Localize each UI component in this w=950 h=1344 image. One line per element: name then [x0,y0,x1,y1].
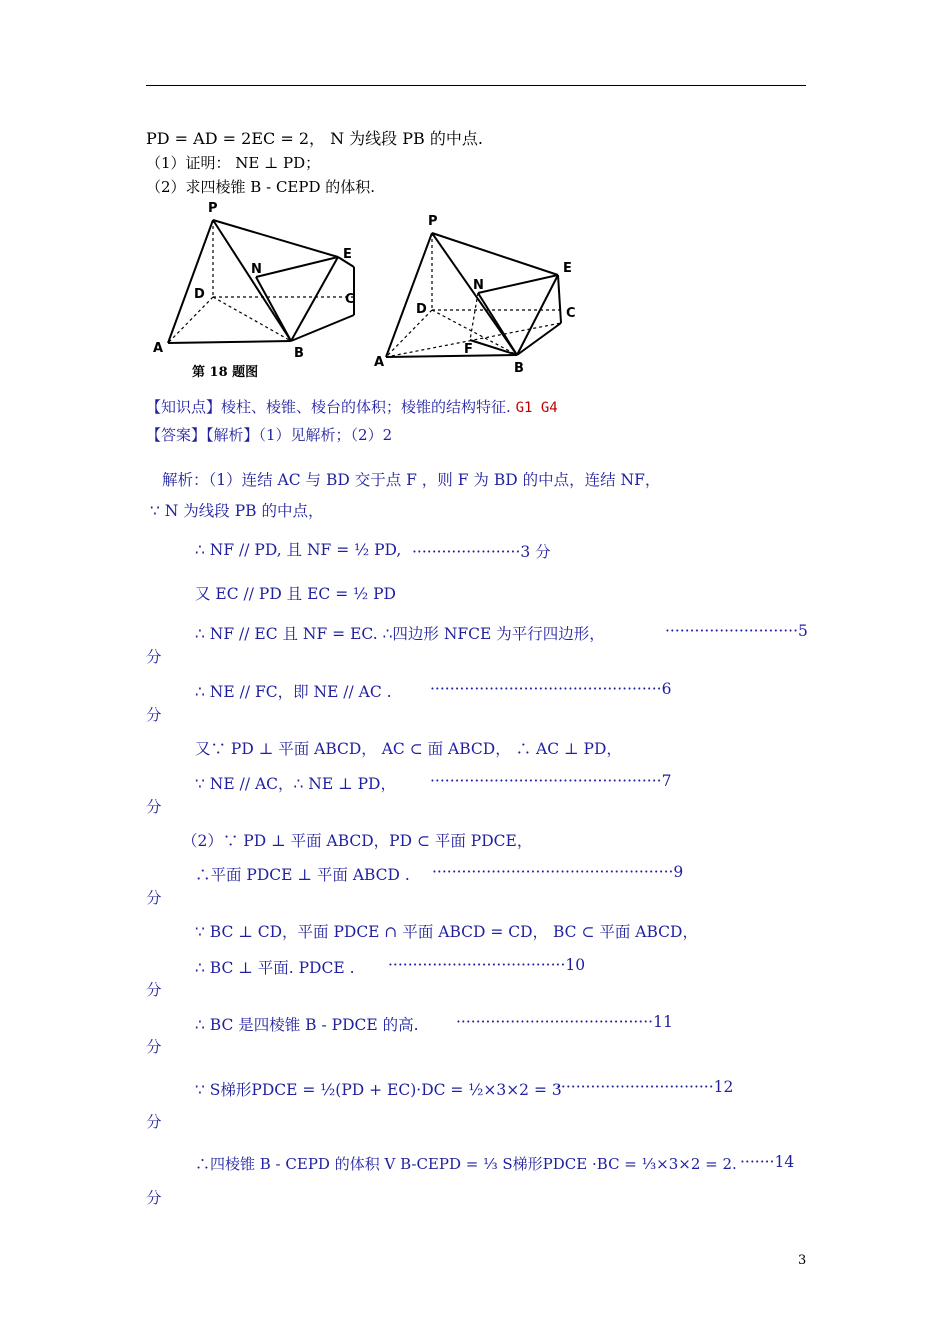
solution-line-14: ∵ S梯形PDCE = ½(PD + EC)·DC = ½×3×2 = 3 [195,1081,562,1099]
score-9: ·················································9 [432,863,684,881]
solution-line-13: ∴ BC 是四棱锥 B - PDCE 的高. [195,1016,419,1034]
label-e: E [563,261,572,276]
label-c: C [345,292,355,307]
solution-line-11: ∵ BC ⊥ CD，平面 PDCE ∩ 平面 ABCD = CD， BC ⊂ 平面 ABCD， [195,923,698,941]
solution-line-3: ∴ NF // PD, 且 NF = ½ PD, [195,541,402,559]
label-d: D [416,302,427,317]
label-e: E [343,247,352,262]
score-7: ···············································7 [430,772,672,790]
knowledge-text: 【知识点】棱柱、棱锥、棱台的体积；棱锥的结构特征. [146,398,511,416]
solution-line-4: 又 EC // PD 且 EC = ½ PD [195,585,396,603]
problem-line-2: （1）证明： NE ⊥ PD； [146,154,321,172]
fen-14: 分 [146,1189,162,1207]
solution-line-7: 又∵ PD ⊥ 平面 ABCD， AC ⊂ 面 ABCD， ∴ AC ⊥ PD， [195,740,622,758]
score-5: ···························5 [665,622,808,640]
solution-line-9: （2）∵ PD ⊥ 平面 ABCD，PD ⊂ 平面 PDCE， [182,832,533,850]
label-n: N [251,262,262,277]
solution-line-12: ∴ BC ⊥ 平面. PDCE . [195,959,355,977]
solution-line-1: 解析：（1）连结 AC 与 BD 交于点 F ，则 F 为 BD 的中点，连结 NF， [162,471,661,489]
problem-line-3: （2）求四棱锥 B - CEPD 的体积. [146,178,376,196]
fen-11: 分 [146,1038,162,1056]
figure-left [148,195,373,389]
score-3: ······················3 分 [412,543,551,561]
knowledge-codes: G1 G4 [515,400,558,416]
label-b: B [514,361,524,376]
header-rule [146,85,806,86]
fen-10: 分 [146,981,162,999]
score-11: ········································11 [456,1013,673,1031]
fen-5: 分 [146,648,162,666]
answer-line: 【答案】【解析】（1）见解析；（2）2 [146,426,393,444]
page-number: 3 [798,1253,807,1268]
fen-12: 分 [146,1113,162,1131]
score-12: ································12 [556,1078,734,1096]
label-n: N [473,278,484,293]
solution-line-2: ∵ N 为线段 PB 的中点， [150,502,324,520]
label-f: F [464,342,473,357]
score-10: ····································10 [388,956,586,974]
label-p: P [208,201,218,216]
solution-line-8: ∵ NE // AC，∴ NE ⊥ PD， [195,775,396,793]
fen-6: 分 [146,706,162,724]
score-14: ·······14 [740,1153,795,1171]
figure-right [370,205,595,384]
label-p: P [428,214,438,229]
figure-caption: 第 18 题图 [192,365,259,380]
fen-9: 分 [146,889,162,907]
label-a: A [153,341,164,356]
knowledge-point [146,396,558,417]
solution-line-10: ∴平面 PDCE ⊥ 平面 ABCD . [195,866,410,884]
solution-line-5: ∴ NF // EC 且 NF = EC. ∴四边形 NFCE 为平行四边形， [195,625,605,643]
score-6: ···············································6 [430,680,672,698]
solution-line-6: ∴ NE // FC，即 NE // AC . [195,683,392,701]
label-d: D [194,287,205,302]
label-b: B [294,346,304,361]
solution-line-15: ∴四棱锥 B - CEPD 的体积 V B-CEPD = ⅓ S梯形PDCE ·BC = ⅓×3×2 = 2. [195,1155,737,1173]
label-c: C [566,306,576,321]
fen-7: 分 [146,798,162,816]
label-a: A [374,355,385,370]
problem-line-1: PD = AD = 2EC = 2， N 为线段 PB 的中点. [146,129,483,148]
